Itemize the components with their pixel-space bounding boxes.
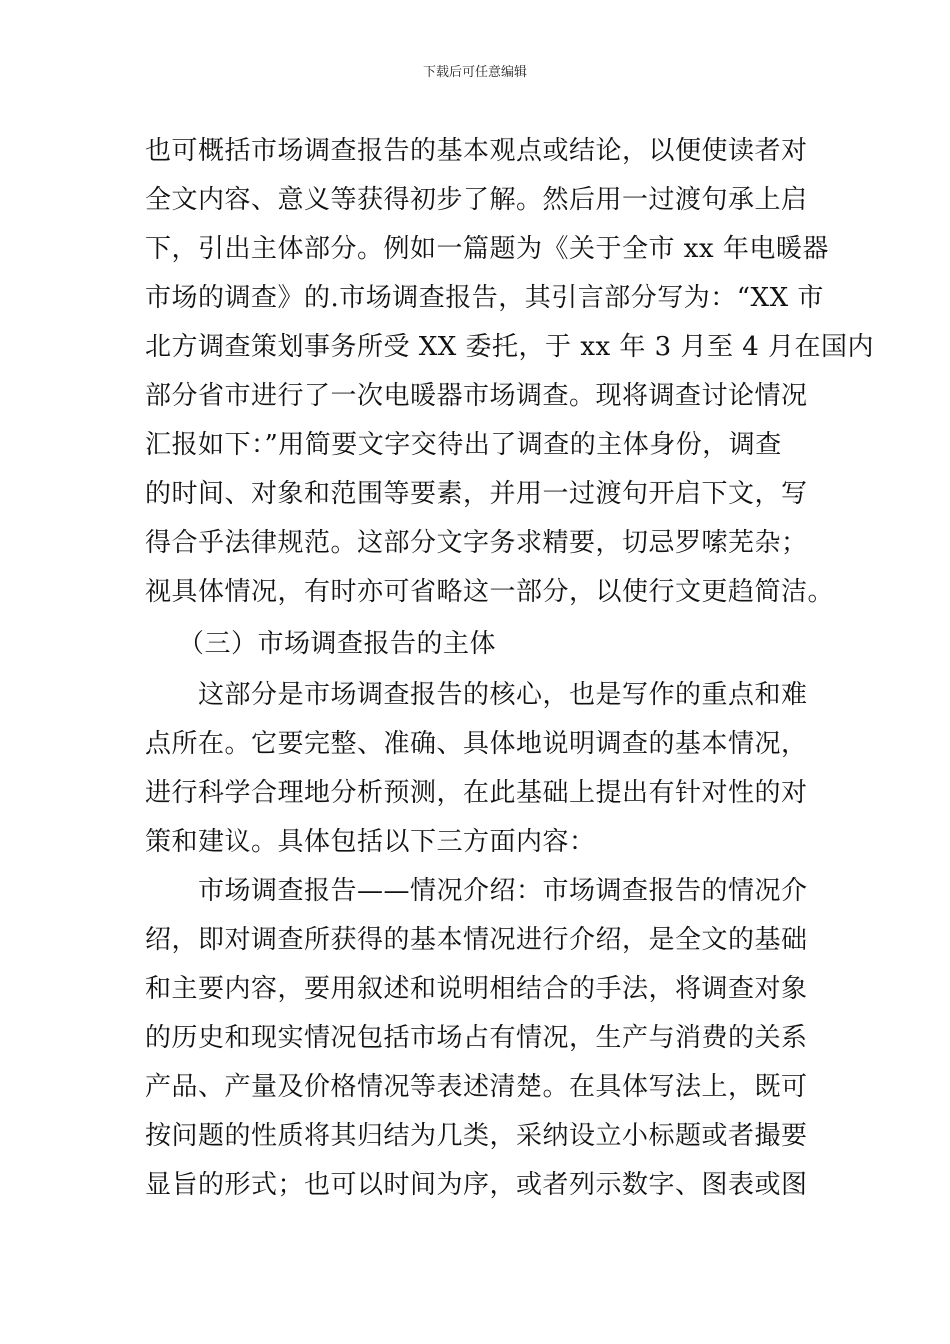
body-line: 下，引出主体部分。例如一篇题为《关于全市 xx 年电暖器 [145,234,829,264]
body-line: 显旨的形式；也可以时间为序，或者列示数字、图表或图 [145,1170,808,1200]
body-line: 点所在。它要完整、准确、具体地说明调查的基本情况， [145,729,808,759]
body-line: 和主要内容，要用叙述和说明相结合的手法，将调查对象 [145,974,808,1004]
body-line: 进行科学合理地分析预测，在此基础上提出有针对性的对 [145,778,808,808]
body-line: 按问题的性质将其归结为几类，采纳设立小标题或者撮要 [145,1121,808,1151]
body-line: 得合乎法律规范。这部分文字务求精要，切忌罗嗦芜杂； [145,528,808,558]
body-line: 市场的调查》的.市场调查报告，其引言部分写为：“XX 市 [145,283,824,313]
body-line: 全文内容、意义等获得初步了解。然后用一过渡句承上启 [145,185,808,215]
body-line: 的历史和现实情况包括市场占有情况，生产与消费的关系 [145,1023,808,1053]
body-line: 北方调查策划事务所受 XX 委托，于 xx 年 3 月至 4 月在国内 [145,332,875,362]
body-line: 视具体情况，有时亦可省略这一部分，以使行文更趋简洁。 [145,577,835,607]
body-line: 策和建议。具体包括以下三方面内容： [145,827,596,857]
body-line: 绍，即对调查所获得的基本情况进行介绍，是全文的基础 [145,925,808,955]
section-heading: （三）市场调查报告的主体 [178,629,497,659]
body-line: 汇报如下：”用简要文字交待出了调查的主体身份，调查 [145,430,782,460]
page-header: 下载后可任意编辑 [422,65,527,80]
body-line: 产品、产量及价格情况等表述清楚。在具体写法上，既可 [145,1072,808,1102]
body-line: 也可概括市场调查报告的基本观点或结论，以便使读者对 [145,136,808,166]
body-line: 部分省市进行了一次电暖器市场调查。现将调查讨论情况 [145,381,808,411]
body-line: 的时间、对象和范围等要素，并用一过渡句开启下文，写 [145,479,808,509]
body-line: 这部分是市场调查报告的核心，也是写作的重点和难 [198,680,808,710]
body-line: 市场调查报告——情况介绍：市场调查报告的情况介 [198,876,808,906]
